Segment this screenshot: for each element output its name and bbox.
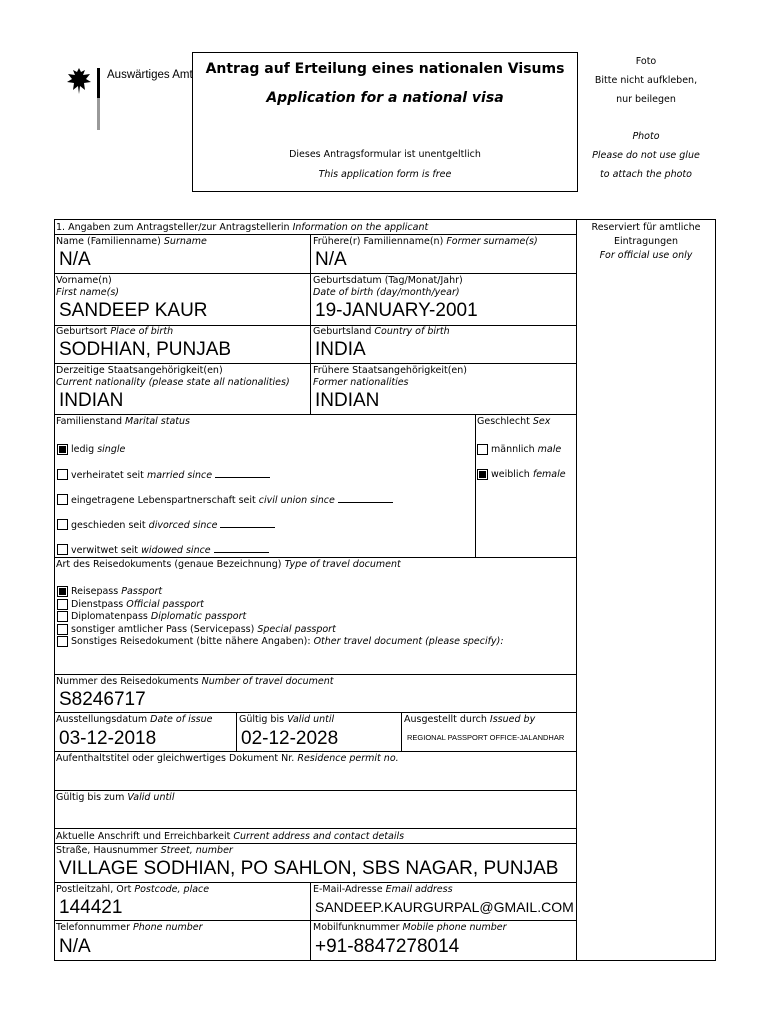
checkbox-divorced[interactable] xyxy=(57,519,68,530)
title-box xyxy=(192,52,578,192)
travel-doc-option-label: Dienstpass Official passport xyxy=(71,599,204,610)
checkbox-single[interactable] xyxy=(57,444,68,455)
dob-label-en: Date of birth (day/month/year) xyxy=(313,287,460,298)
former-surname-value[interactable]: N/A xyxy=(315,249,347,270)
pob-value[interactable]: SODHIAN, PUNJAB xyxy=(59,339,232,360)
issue-date-value[interactable]: 03-12-2018 xyxy=(59,728,157,749)
residence-permit-label: Aufenthaltstitel oder gleichwertiges Dokument Nr. Residence permit no. xyxy=(56,753,399,764)
form-title-de: Antrag auf Erteilung eines nationalen Visums xyxy=(205,61,565,77)
dob-value[interactable]: 19-JANUARY-2001 xyxy=(315,300,478,321)
official-use-box xyxy=(578,221,714,263)
photo-note-line: Bitte nicht aufkleben, xyxy=(594,75,698,86)
free-note-en: This application form is free xyxy=(318,169,452,180)
travel-doc-option-label: Diplomatenpass Diplomatic passport xyxy=(71,611,247,622)
checkbox-special-passport[interactable] xyxy=(57,624,68,635)
marital-option-label: verwitwet seit widowed since xyxy=(71,544,269,556)
photo-note-line: Photo xyxy=(632,131,660,142)
valid-until-value[interactable]: 02-12-2028 xyxy=(241,728,339,749)
phone-label: Telefonnummer Phone number xyxy=(56,922,203,933)
eagle-icon xyxy=(66,66,92,96)
marital-option-label: geschieden seit divorced since xyxy=(71,519,275,531)
photo-note-line: to attach the photo xyxy=(600,169,692,180)
street-value[interactable]: VILLAGE SODHIAN, PO SAHLON, SBS NAGAR, PUNJAB xyxy=(59,858,559,879)
official-use-label: Eintragungen xyxy=(613,236,679,247)
free-note-de: Dieses Antragsformular ist unentgeltlich xyxy=(289,149,481,160)
marital-status-label: Familienstand Marital status xyxy=(56,416,190,427)
postcode-label: Postleitzahl, Ort Postcode, place xyxy=(56,884,210,895)
checkbox-diplomatic-passport[interactable] xyxy=(57,611,68,622)
photo-note xyxy=(584,52,708,184)
checkbox-widowed[interactable] xyxy=(57,544,68,555)
checkbox-civil-union[interactable] xyxy=(57,494,68,505)
dob-label-de: Geburtsdatum (Tag/Monat/Jahr) xyxy=(313,275,463,286)
nationality-label-en: Current nationality (please state all nationalities) xyxy=(56,377,290,388)
travel-doc-label: Art des Reisedokuments (genaue Bezeichnung) Type of travel document xyxy=(56,559,401,570)
cob-value[interactable]: INDIA xyxy=(315,339,366,360)
postcode-value[interactable]: 144421 xyxy=(59,897,123,918)
former-nationality-label-en: Former nationalities xyxy=(313,377,409,388)
official-use-label: For official use only xyxy=(599,250,693,261)
email-label: E-Mail-Adresse Email address xyxy=(313,884,453,895)
nationality-value[interactable]: INDIAN xyxy=(59,390,124,411)
marital-option-label: eingetragene Lebenspartnerschaft seit civil union since xyxy=(71,494,393,506)
travel-doc-option-label: Sonstiges Reisedokument (bitte nähere Angaben): Other travel document (please specify): xyxy=(71,636,504,647)
valid-until-label: Gültig bis Valid until xyxy=(239,714,335,725)
doc-number-value[interactable]: S8246717 xyxy=(59,689,146,710)
issue-date-label: Ausstellungsdatum Date of issue xyxy=(56,714,213,725)
checkbox-passport[interactable] xyxy=(57,586,68,597)
former-nationality-label-de: Frühere Staatsangehörigkeit(en) xyxy=(313,365,467,376)
former-surname-label: Frühere(r) Familienname(n) Former surname(s) xyxy=(313,236,538,247)
surname-label: Name (Familienname) Surname xyxy=(56,236,207,247)
section1-title: 1. Angaben zum Antragsteller/zur Antragstellerin Information on the applicant xyxy=(56,222,429,233)
first-name-value[interactable]: SANDEEP KAUR xyxy=(59,300,208,321)
former-nationality-value[interactable]: INDIAN xyxy=(315,390,380,411)
address-section-label: Aktuelle Anschrift und Erreichbarkeit Current address and contact details xyxy=(56,831,405,842)
street-label: Straße, Hausnummer Street, number xyxy=(56,845,233,856)
checkbox-married[interactable] xyxy=(57,469,68,480)
travel-doc-option-label: Reisepass Passport xyxy=(71,586,163,597)
permit-valid-label: Gültig bis zum Valid until xyxy=(56,792,175,803)
marital-option-label: ledig single xyxy=(71,444,126,455)
sex-option-label: männlich male xyxy=(491,444,562,455)
checkbox-other-document[interactable] xyxy=(57,636,68,647)
form-title-en: Application for a national visa xyxy=(266,90,504,106)
mobile-label: Mobilfunknummer Mobile phone number xyxy=(313,922,507,933)
issued-by-value[interactable]: REGIONAL PASSPORT OFFICE-JALANDHAR xyxy=(407,733,565,742)
surname-value[interactable]: N/A xyxy=(59,249,91,270)
checkbox-official-passport[interactable] xyxy=(57,599,68,610)
first-name-label-en: First name(s) xyxy=(56,287,120,298)
checkbox-female[interactable] xyxy=(477,469,488,480)
sex-option-label: weiblich female xyxy=(491,469,566,480)
official-use-label: Reserviert für amtliche xyxy=(591,222,701,233)
photo-note-line: Please do not use glue xyxy=(592,150,700,161)
sex-label: Geschlecht Sex xyxy=(477,416,551,427)
mobile-value[interactable]: +91-8847278014 xyxy=(315,936,460,957)
phone-value[interactable]: N/A xyxy=(59,936,91,957)
photo-note-line: nur beilegen xyxy=(616,94,676,105)
first-name-label-de: Vorname(n) xyxy=(56,275,112,286)
marital-option-label: verheiratet seit married since xyxy=(71,469,270,481)
checkbox-male[interactable] xyxy=(477,444,488,455)
photo-note-line: Foto xyxy=(635,56,657,67)
travel-doc-option-label: sonstiger amtlicher Pass (Servicepass) Special passport xyxy=(71,624,336,635)
email-value[interactable]: SANDEEP.KAURGURPAL@GMAIL.COM xyxy=(315,899,574,915)
pob-label: Geburtsort Place of birth xyxy=(56,326,174,337)
doc-number-label: Nummer des Reisedokuments Number of travel document xyxy=(56,676,334,687)
nationality-label-de: Derzeitige Staatsangehörigkeit(en) xyxy=(56,365,223,376)
agency-name: Auswärtiges Amt xyxy=(107,69,193,81)
cob-label: Geburtsland Country of birth xyxy=(313,326,450,337)
issued-by-label: Ausgestellt durch Issued by xyxy=(404,714,536,725)
